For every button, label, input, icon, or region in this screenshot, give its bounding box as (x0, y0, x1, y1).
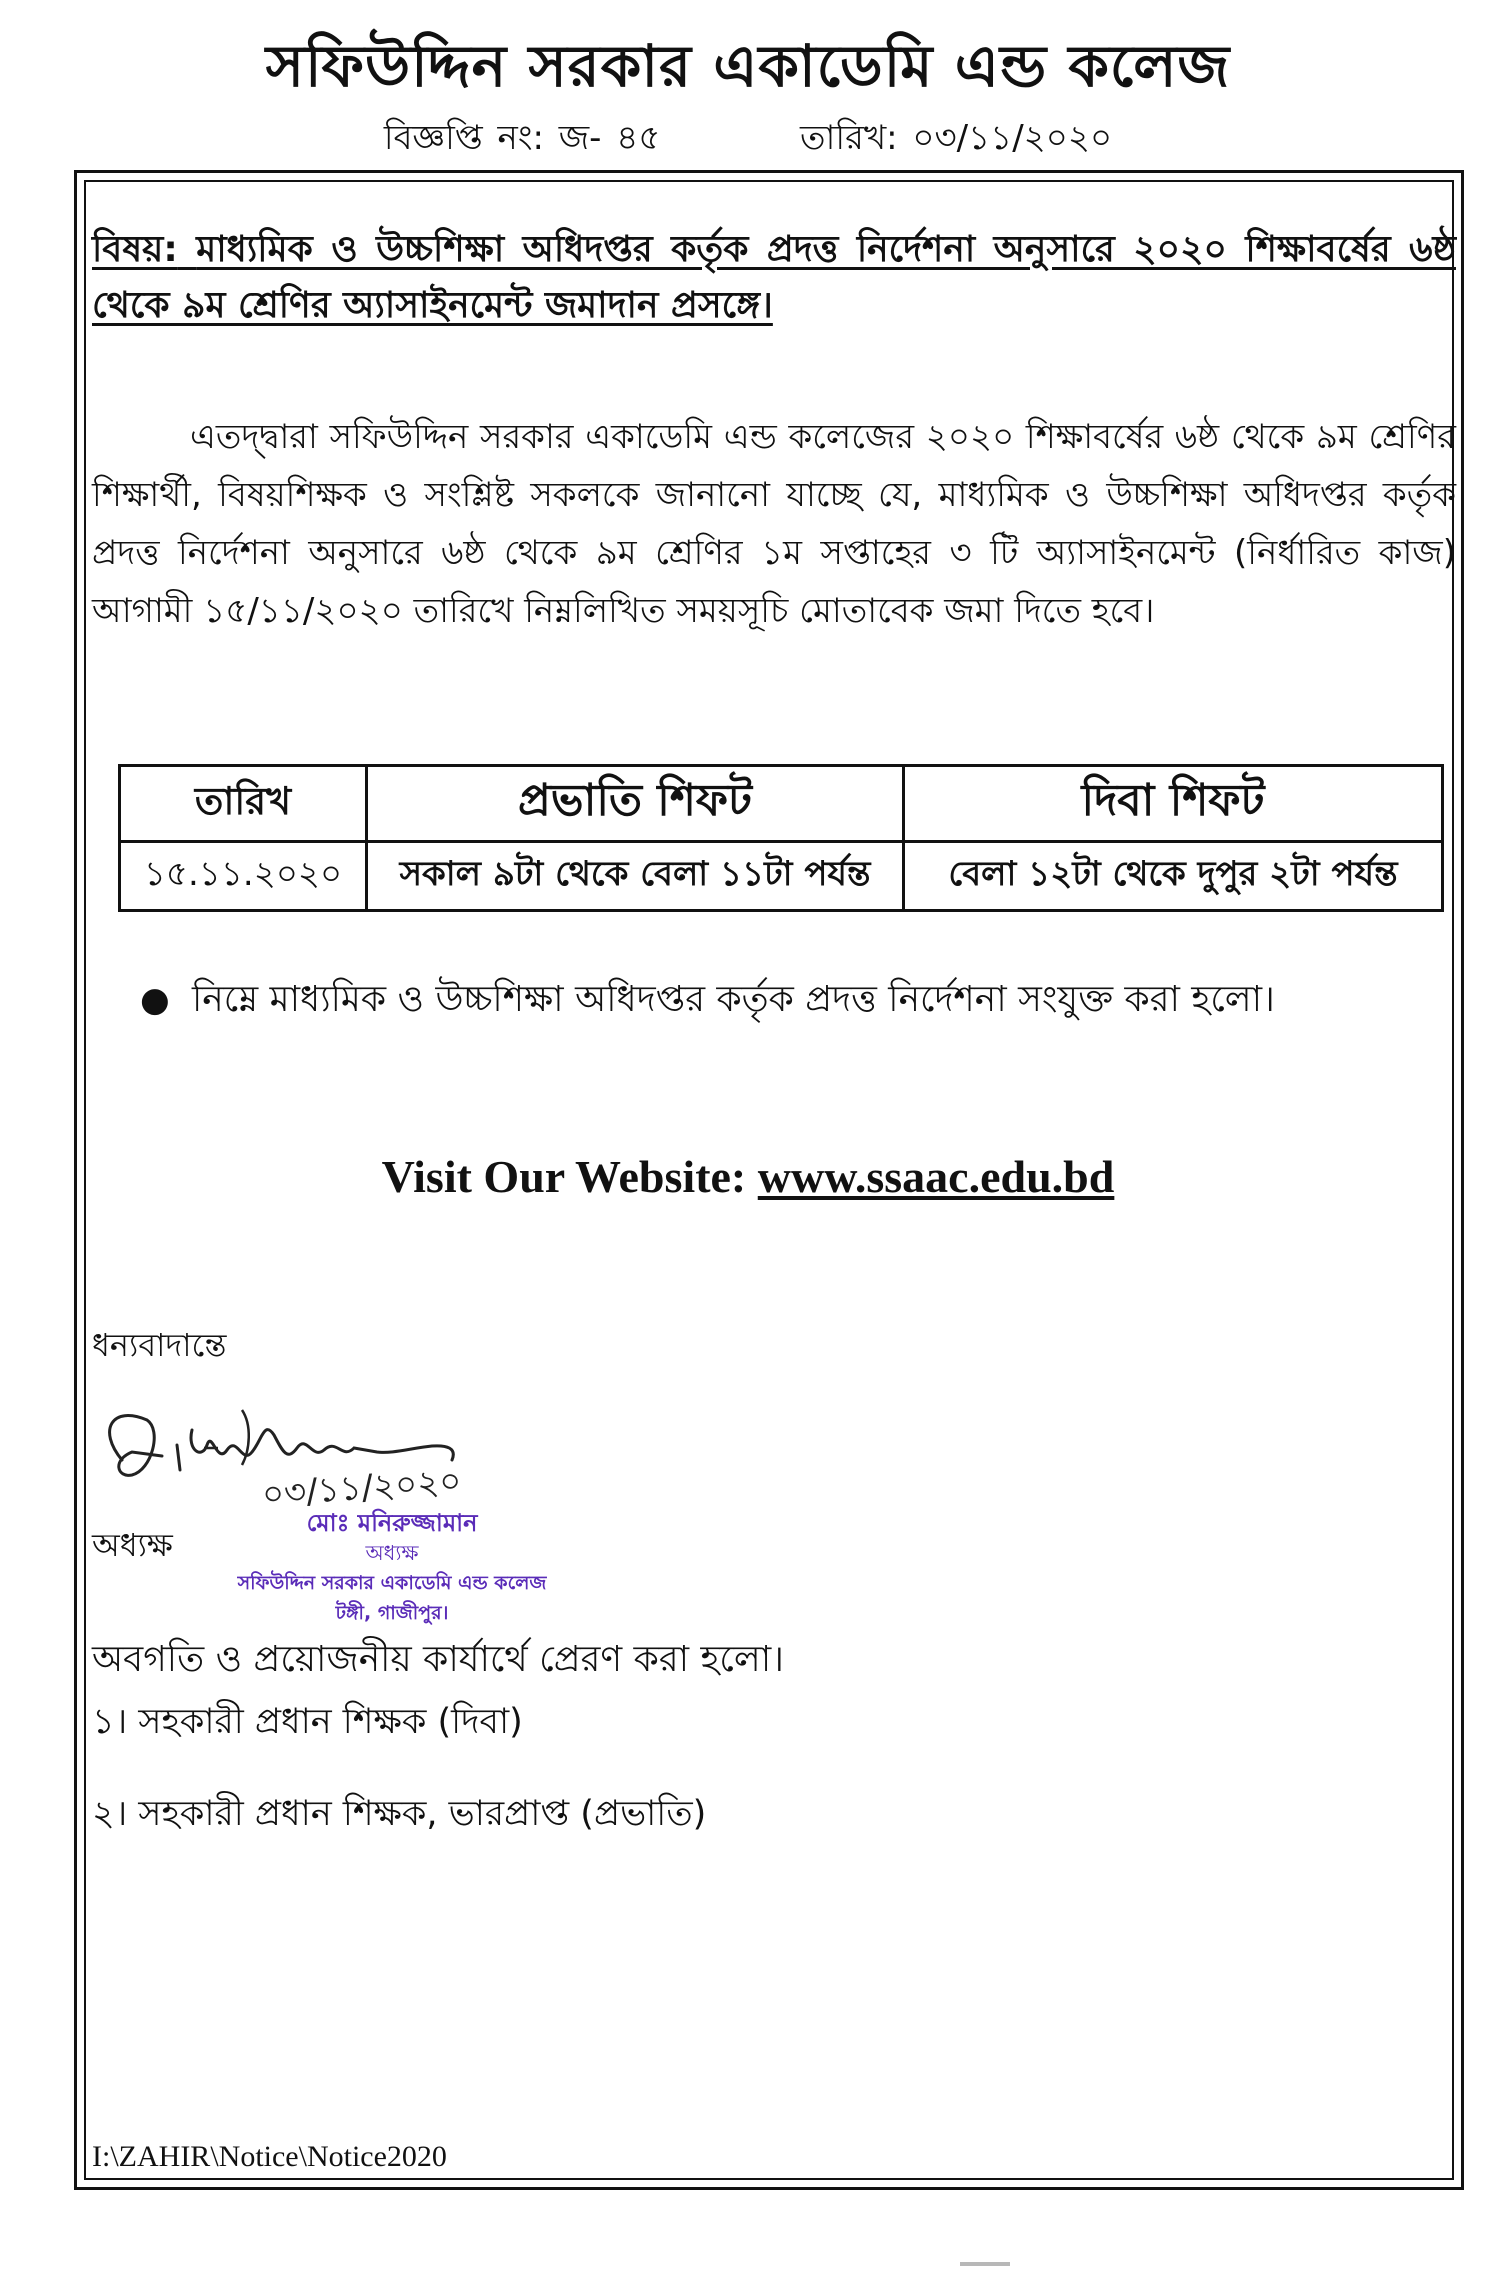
stamp-address: টঙ্গী, গাজীপুর। (335, 1602, 449, 1624)
header-date: তারিখ (120, 766, 367, 842)
header-morning-shift: প্রভাতি শিফট (367, 766, 904, 842)
scan-artifact (960, 2262, 1010, 2266)
memo-number: জ- ৪৫ (558, 118, 661, 158)
stamp-title: অধ্যক্ষ (365, 1541, 419, 1565)
memo-label: বিজ্ঞপ্তি নং: (383, 118, 544, 158)
date-value: ০৩/১১/২০২০ (912, 118, 1113, 158)
attachment-note (140, 970, 1440, 1030)
cc-item: ২। সহকারী প্রধান শিক্ষক, ভারপ্রাপ্ত (প্রভাতি) (92, 1794, 707, 1834)
memo-line (0, 112, 1496, 169)
distribution-intro: অবগতি ও প্রয়োজনীয় কার্যার্থে প্রেরণ করা হলো। (92, 1639, 785, 1680)
website-label: Visit Our Website: (381, 1151, 747, 1202)
stamp-institution: সফিউদ্দিন সরকার একাডেমি এন্ড কলেজ (237, 1572, 547, 1594)
cell-day-time: বেলা ১২টা থেকে দুপুর ২টা পর্যন্ত (904, 842, 1443, 911)
cell-date: ১৫.১১.২০২০ (120, 842, 367, 911)
institution-title: সফিউদ্দিন সরকার একাডেমি এন্ড কলেজ (265, 32, 1231, 100)
bullet-icon: ● (140, 980, 170, 1020)
subject-label: বিষয়: (92, 229, 178, 270)
cell-morning-time: সকাল ৯টা থেকে বেলা ১১টা পর্যন্ত (367, 842, 904, 911)
schedule-row (120, 842, 1443, 911)
schedule-table (118, 764, 1444, 912)
website-link[interactable]: www.ssaac.edu.bd (757, 1151, 1115, 1202)
stamp-name: মোঃ মনিরুজ্জামান (306, 1509, 478, 1537)
schedule-header-row (120, 766, 1443, 842)
date-label: তারিখ: (800, 118, 898, 158)
notice-paragraph: এতদ্দ্বারা সফিউদ্দিন সরকার একাডেমি এন্ড কলেজের ২০২০ শিক্ষাবর্ষের ৬ষ্ঠ থেকে ৯ম শ্রেণির শিক্ষার্থী, বিষয়শিক্ষক ও সংশ্লিষ্ট সকলকে জানানো যাচ্ছে যে, মাধ্যমিক ও উচ্চশিক্ষা অধিদপ্তর কর্তৃক প্রদত্ত নির্দেশনা অনুসারে ৬ষ্ঠ থেকে ৯ম শ্রেণির ১ম সপ্তাহের ৩ টি অ্যাসাইনমেন্ট (নির্ধারিত কাজ) আগামী ১৫/১১/২০২০ তারিখে নিম্নলিখিত সময়সূচি মোতাবেক জমা দিতে হবে। (92, 417, 1456, 631)
cc-item: ১। সহকারী প্রধান শিক্ষক (দিবা) (92, 1702, 523, 1742)
subject-block (92, 222, 1456, 334)
signature-date: ০৩/১১/২০২০ (260, 1461, 463, 1515)
file-path: I:\ZAHIR\Notice\Notice2020 (92, 2140, 447, 2173)
subject-text: মাধ্যমিক ও উচ্চশিক্ষা অধিদপ্তর কর্তৃক প্রদত্ত নির্দেশনা অনুসারে ২০২০ শিক্ষাবর্ষের ৬ষ্ঠ থেকে ৯ম শ্রেণির অ্যাসাইনমেন্ট জমাদান প্রসঙ্গে। (92, 229, 1456, 326)
principal-designation: অধ্যক্ষ (92, 1526, 173, 1564)
header-day-shift: দিবা শিফট (904, 766, 1443, 842)
attachment-note-text: নিম্নে মাধ্যমিক ও উচ্চশিক্ষা অধিদপ্তর কর্তৃক প্রদত্ত নির্দেশনা সংযুক্ত করা হলো। (192, 979, 1275, 1020)
principal-stamp (232, 1508, 552, 1628)
website-line (0, 1150, 1496, 1203)
notice-body (92, 408, 1456, 640)
closing-thanks: ধন্যবাদান্তে (92, 1326, 227, 1364)
